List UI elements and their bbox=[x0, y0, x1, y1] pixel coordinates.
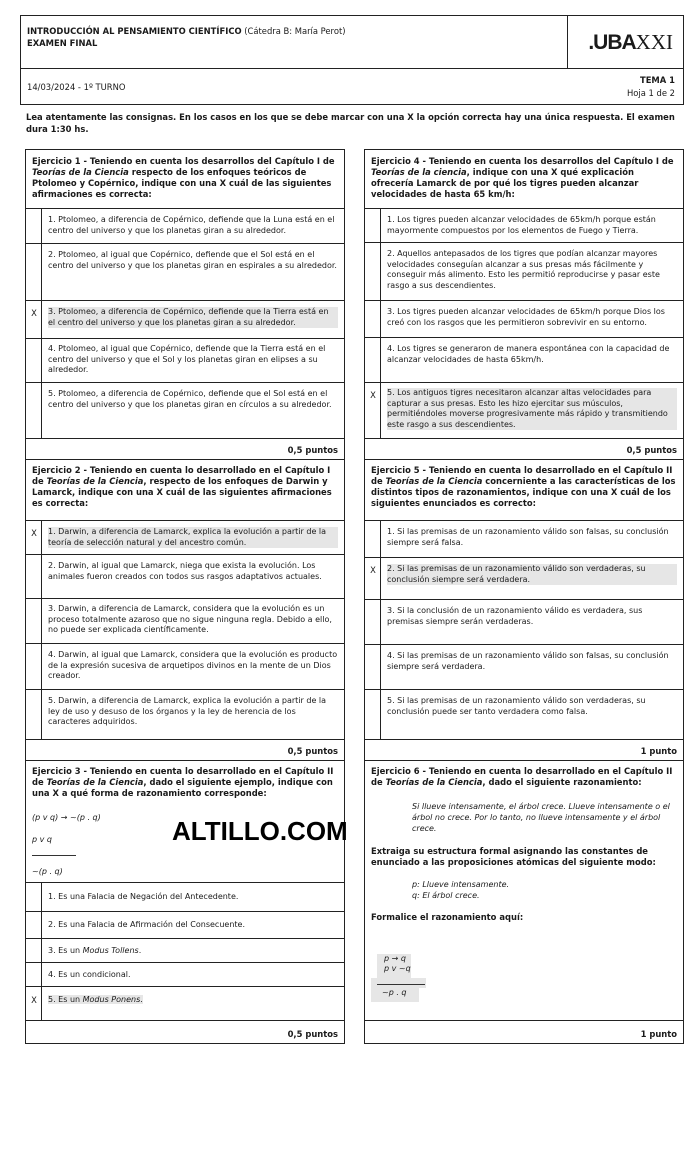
exercise-1 bbox=[26, 150, 344, 459]
exercise-2 bbox=[26, 459, 344, 760]
answer-box[interactable] bbox=[26, 963, 42, 986]
option-text: 2. Es una Falacia de Afirmación del Consecuente. bbox=[48, 920, 245, 929]
option-text: 2. Darwin, al igual que Lamarck, niega que exista la evolución. Los animales fueron creados con todos sus rasgos adaptativos actuales. bbox=[48, 561, 322, 581]
option-text: 4. Darwin, al igual que Lamarck, considera que la evolución es producto de la expresión sucesiva de arquetipos divinos en la mente de un Dios creador. bbox=[48, 650, 338, 680]
answer-box[interactable]: X bbox=[26, 301, 42, 338]
option-text: 1. Ptolomeo, a diferencia de Copérnico, defiende que la Luna está en el centro del universo y que los planetas giran a su alrededor. bbox=[48, 215, 335, 235]
exercise-1-option-2[interactable] bbox=[26, 243, 344, 300]
exercise-3-option-5[interactable] bbox=[26, 986, 344, 1020]
answer-box[interactable]: X bbox=[26, 987, 42, 1020]
atom-p: p: Llueve intensamente. bbox=[412, 880, 510, 889]
exercise-3-points: 0,5 puntos bbox=[26, 1020, 344, 1045]
exercise-5-option-5[interactable] bbox=[365, 689, 683, 739]
exercise-1-option-1[interactable] bbox=[26, 208, 344, 243]
exercise-5-points: 1 punto bbox=[365, 739, 683, 760]
right-column bbox=[364, 149, 684, 1044]
exercise-3-title: Ejercicio 3 - Teniendo en cuenta lo desarrollado en el Capítulo II de Teorías de la Ciencia, dado el siguiente ejemplo, indique con una X a qué forma de razonamiento corresponde: bbox=[32, 766, 334, 798]
answer-box[interactable] bbox=[365, 521, 381, 557]
premise-1: (p v q) → ~(p . q) bbox=[32, 813, 101, 822]
answer-box[interactable] bbox=[365, 645, 381, 689]
answer-box[interactable] bbox=[26, 690, 42, 739]
exam-date: 14/03/2024 - 1º TURNO bbox=[27, 82, 126, 92]
exercise-6-points: 1 punto bbox=[365, 1020, 683, 1045]
answer-box[interactable] bbox=[365, 690, 381, 739]
conclusion: ~(p . q) bbox=[32, 867, 63, 876]
uba-xxi-logo: .UBAXXI bbox=[588, 30, 673, 54]
answer-box[interactable] bbox=[365, 209, 381, 242]
option-text: 5. Los antiguos tigres necesitaron alcanzar altas velocidades para capturar a sus presas. Esto les hizo ejercitar sus músculos, permitiéndoles moverse progresivamente más rápido y transmitiendo este rasgo a sus descendientes. bbox=[387, 388, 677, 430]
exercise-4-points: 0,5 puntos bbox=[365, 438, 683, 459]
exercise-2-option-1[interactable] bbox=[26, 520, 344, 554]
option-text: 1. Es una Falacia de Negación del Antecedente. bbox=[48, 892, 239, 901]
answer-box[interactable] bbox=[365, 600, 381, 644]
exercise-4 bbox=[365, 150, 683, 459]
exam-header bbox=[20, 15, 684, 105]
answer-box[interactable]: X bbox=[26, 521, 42, 554]
answer-box[interactable] bbox=[26, 912, 42, 938]
course-title: INTRODUCCIÓN AL PENSAMIENTO CIENTÍFICO bbox=[27, 26, 242, 36]
exercise-1-option-5[interactable] bbox=[26, 382, 344, 438]
answer-box[interactable] bbox=[26, 244, 42, 300]
exercise-2-title: Ejercicio 2 - Teniendo en cuenta lo desarrollado en el Capítulo I de Teorías de la Ciencia, respecto de los enfoques de Darwin y Lamarck, indique con una X cuál de las siguientes afirmaciones es correcta: bbox=[32, 465, 332, 508]
exercise-4-title: Ejercicio 4 - Teniendo en cuenta los desarrollos del Capítulo I de Teorías de la ciencia, indique con una X qué explicación ofrecería Lamarck de por qué los tigres pueden alcanzar velocidades de hasta 65 km/h: bbox=[371, 156, 674, 199]
answer-box[interactable] bbox=[26, 209, 42, 243]
exercise-3-option-4[interactable] bbox=[26, 962, 344, 986]
exercise-4-option-5[interactable] bbox=[365, 382, 683, 438]
exercise-5-option-2[interactable] bbox=[365, 557, 683, 599]
structure-instruction: Extraiga su estructura formal asignando las constantes de enunciado a las proposiciones atómicas del siguiente modo: bbox=[371, 846, 656, 867]
exercise-3 bbox=[26, 760, 344, 1045]
formal-conclusion: ~p . q bbox=[382, 988, 407, 997]
exercise-5-option-1[interactable] bbox=[365, 520, 683, 557]
answer-box[interactable] bbox=[26, 939, 42, 962]
formal-premise-2: p v ~q bbox=[384, 964, 411, 973]
option-text: 5. Ptolomeo, a diferencia de Copérnico, defiende que el Sol está en el centro del universo y que los planetas giran en círculos a su alrededor. bbox=[48, 389, 332, 409]
option-text: 3. Es un Modus Tollens. bbox=[48, 946, 142, 955]
logo-cell bbox=[567, 16, 683, 69]
answer-box[interactable] bbox=[26, 383, 42, 438]
header-top-row bbox=[21, 16, 683, 69]
answer-box[interactable] bbox=[26, 555, 42, 598]
exercise-3-option-1[interactable] bbox=[26, 882, 344, 911]
answer-box[interactable] bbox=[26, 339, 42, 382]
exercise-2-option-2[interactable] bbox=[26, 554, 344, 598]
exercise-5-title: Ejercicio 5 - Teniendo en cuenta lo desarrollado en el Capítulo II de Teorías de la Ciencia concerniente a las características de los distintos tipos de razonamientos, indique con una X cuál de los siguientes enunciados es correcto: bbox=[371, 465, 676, 508]
exercise-2-points: 0,5 puntos bbox=[26, 739, 344, 760]
left-column bbox=[25, 149, 345, 1044]
atom-q: q: El árbol crece. bbox=[412, 891, 480, 900]
answer-box[interactable] bbox=[26, 599, 42, 643]
exercise-2-option-3[interactable] bbox=[26, 598, 344, 643]
answer-box[interactable] bbox=[26, 644, 42, 689]
exercise-1-points: 0,5 puntos bbox=[26, 438, 344, 459]
option-text: 3. Darwin, a diferencia de Lamarck, considera que la evolución es un proceso totalmente azaroso que no sigue ninguna regla. Debido a ello, no puede ser explicada científicamente. bbox=[48, 604, 332, 634]
exercise-4-option-3[interactable] bbox=[365, 300, 683, 337]
option-text: 3. Si la conclusión de un razonamiento válido es verdadera, sus premisas siempre serán verdaderas. bbox=[387, 606, 643, 626]
exercise-6-title: Ejercicio 6 - Teniendo en cuenta lo desarrollado en el Capítulo II de Teorías de la Ciencia, dado el siguiente razonamiento: bbox=[371, 766, 673, 787]
exercise-5 bbox=[365, 459, 683, 760]
option-text: 5. Es un Modus Ponens. bbox=[48, 995, 143, 1004]
answer-box[interactable]: X bbox=[365, 558, 381, 599]
conclusion-line bbox=[32, 855, 76, 856]
answer-box[interactable] bbox=[365, 301, 381, 337]
exercise-3-option-2[interactable] bbox=[26, 911, 344, 938]
exercise-1-option-4[interactable] bbox=[26, 338, 344, 382]
option-text: 1. Si las premisas de un razonamiento válido son falsas, su conclusión siempre será falsa. bbox=[387, 527, 669, 547]
option-text: 4. Ptolomeo, al igual que Copérnico, defiende que la Tierra está en el centro del universo y que el Sol y los planetas giran en elipses a su alrededor. bbox=[48, 344, 326, 374]
answer-box[interactable] bbox=[365, 338, 381, 382]
exercise-4-option-2[interactable] bbox=[365, 242, 683, 300]
formalization-answer[interactable] bbox=[371, 954, 431, 1004]
page-count: Hoja 1 de 2 bbox=[627, 88, 675, 98]
option-text: 5. Darwin, a diferencia de Lamarck, explica la evolución a partir de la ley de uso y desuso de los órganos y la ley de herencia de los caracteres adquiridos. bbox=[48, 696, 327, 726]
option-text: 5. Si las premisas de un razonamiento válido son verdaderas, su conclusión puede ser tanto verdadera como falsa. bbox=[387, 696, 646, 716]
option-text: 3. Los tigres pueden alcanzar velocidades de 65km/h porque Dios los creó con los rasgos que les permitieron sobrevivir en su entorno. bbox=[387, 307, 665, 327]
catedra: (Cátedra B: María Perot) bbox=[244, 26, 346, 36]
exercise-1-title: Ejercicio 1 - Teniendo en cuenta los desarrollos del Capítulo I de Teorías de la Ciencia respecto de los enfoques teóricos de Ptolomeo y Copérnico, indique con una X cuál de las siguientes afirmaciones es correcta: bbox=[32, 156, 335, 199]
exercise-5-option-4[interactable] bbox=[365, 644, 683, 689]
option-text: 2. Ptolomeo, al igual que Copérnico, defiende que el Sol está en el centro del universo y que los planetas giran en espirales a su alrededor. bbox=[48, 250, 337, 270]
formal-premise-1: p → q bbox=[384, 954, 406, 963]
instructions: Lea atentamente las consignas. En los casos en los que se debe marcar con una X la opción correcta hay una única respuesta. El examen dura 1:30 hs. bbox=[26, 112, 675, 134]
option-text: 4. Los tigres se generaron de manera espontánea con la capacidad de alcanzar velocidades de hasta 65km/h. bbox=[387, 344, 670, 364]
option-text: 2. Si las premisas de un razonamiento válido son verdaderas, su conclusión siempre será verdadera. bbox=[387, 564, 677, 585]
option-text: 1. Los tigres pueden alcanzar velocidades de 65km/h porque están mayormente compuestos por los elementos de Fuego y Tierra. bbox=[387, 215, 656, 235]
option-text: 2. Aquellos antepasados de los tigres que podían alcanzar mayores velocidades conseguían alcanzar a sus presas más fácilmente y conseguir más alimento. Esto les permitió reproducirse y pasar este rasgo a sus descendientes. bbox=[387, 249, 660, 290]
tema-label: TEMA 1 bbox=[640, 75, 675, 85]
answer-box[interactable]: X bbox=[365, 383, 381, 438]
option-text: 4. Es un condicional. bbox=[48, 970, 131, 979]
exercise-2-option-5[interactable] bbox=[26, 689, 344, 739]
option-text: 4. Si las premisas de un razonamiento válido son falsas, su conclusión siempre será verdadera. bbox=[387, 651, 669, 671]
course-info bbox=[27, 25, 346, 49]
answer-box[interactable] bbox=[365, 243, 381, 300]
option-text: 3. Ptolomeo, a diferencia de Copérnico, defiende que la Tierra está en el centro del universo y que los planetas giran a su alrededor. bbox=[48, 307, 338, 328]
exercise-2-option-4[interactable] bbox=[26, 643, 344, 689]
option-text: 1. Darwin, a diferencia de Lamarck, explica la evolución a partir de la teoría de selección natural y del ancestro común. bbox=[48, 527, 338, 548]
exercise-5-option-3[interactable] bbox=[365, 599, 683, 644]
exam-type: EXAMEN FINAL bbox=[27, 38, 98, 48]
exercise-4-option-4[interactable] bbox=[365, 337, 683, 382]
exercise-3-option-3[interactable] bbox=[26, 938, 344, 962]
answer-box[interactable] bbox=[26, 883, 42, 911]
watermark: ALTILLO.COM bbox=[172, 816, 348, 846]
exercise-1-option-3[interactable] bbox=[26, 300, 344, 338]
exercise-4-option-1[interactable] bbox=[365, 208, 683, 242]
formalize-label: Formalice el razonamiento aquí: bbox=[371, 912, 524, 922]
exercise-6 bbox=[365, 760, 683, 1045]
premise-2: p v q bbox=[32, 835, 52, 844]
argument-text: Si llueve intensamente, el árbol crece. Llueve intensamente o el árbol no crece. Por lo tanto, no llueve intensamente y el árbol crece. bbox=[412, 802, 670, 833]
